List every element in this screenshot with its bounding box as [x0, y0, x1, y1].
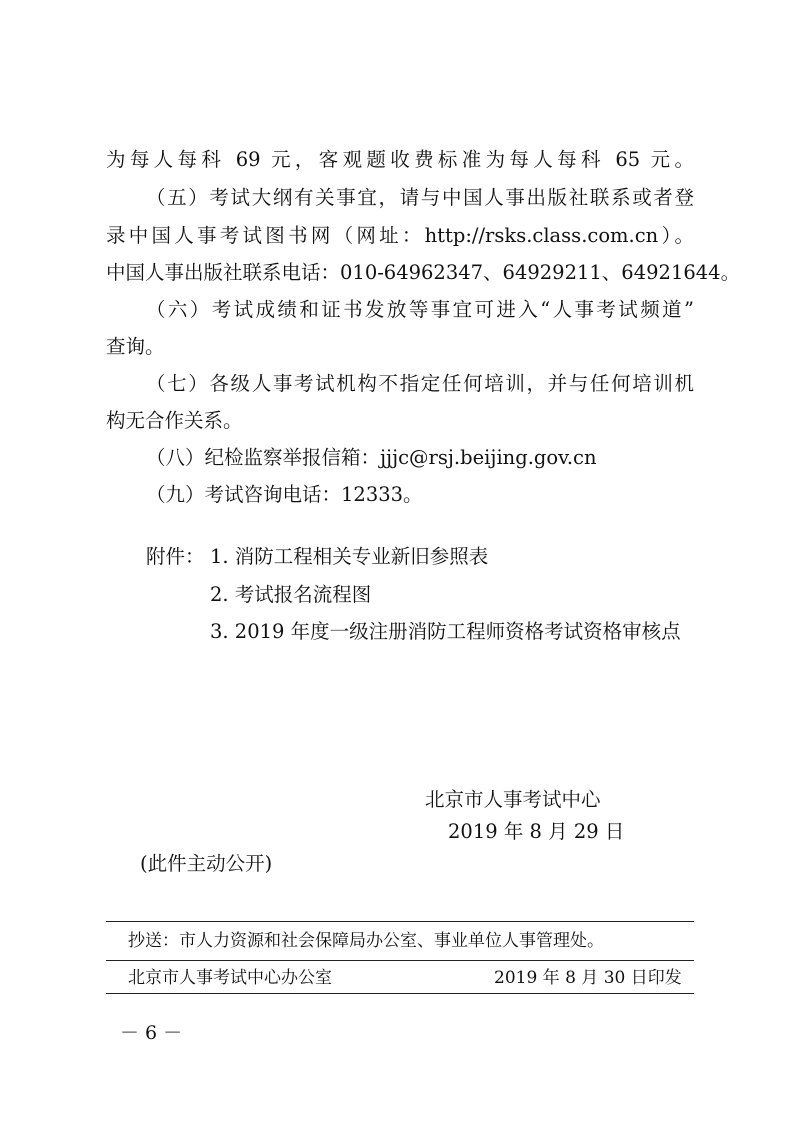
- footer-bottom-rule: [106, 993, 694, 994]
- cc-line: 抄送：市人力资源和社会保障局办公室、事业单位人事管理处。: [128, 931, 604, 951]
- body-line-4: 中国人事出版社联系电话：010-64962347、64929211、64921644。: [106, 261, 741, 284]
- body-line-5: （六）考试成绩和证书发放等事宜可进入“人事考试频道”: [146, 298, 694, 321]
- attachment-item-1: 1. 消防工程相关专业新旧参照表: [210, 545, 489, 568]
- body-line-10: （九）考试咨询电话：12333。: [146, 483, 423, 506]
- body-line-7: （七）各级人事考试机构不指定任何培训，并与任何培训机: [146, 372, 694, 395]
- attachments-label: 附件：: [146, 545, 205, 568]
- body-line-2: （五）考试大纲有关事宜，请与中国人事出版社联系或者登: [146, 186, 694, 209]
- issuer-name: 北京市人事考试中心: [425, 788, 601, 811]
- footer-top-rule: [106, 921, 694, 922]
- print-date: 2019 年 8 月 30 日印发: [494, 968, 682, 988]
- body-line-1: 为每人每科 69 元，客观题收费标准为每人每科 65 元。: [106, 148, 694, 171]
- attachment-item-3: 3. 2019 年度一级注册消防工程师资格考试资格审核点: [210, 620, 681, 643]
- body-line-6: 查询。: [106, 335, 165, 358]
- body-line-3: 录中国人事考试图书网（网址：http://rsks.class.com.cn）。: [106, 224, 694, 247]
- body-line-9: （八）纪检监察举报信箱：jjjc@rsj.beijing.gov.cn: [146, 446, 597, 469]
- issue-date: 2019 年 8 月 29 日: [448, 820, 625, 843]
- body-line-8: 构无合作关系。: [106, 409, 243, 432]
- attachment-item-2: 2. 考试报名流程图: [210, 583, 372, 606]
- disclosure-note: (此件主动公开): [140, 852, 273, 875]
- footer-middle-rule: [106, 960, 694, 961]
- page-number: －6－: [120, 1022, 189, 1044]
- issuing-office: 北京市人事考试中心办公室: [128, 968, 332, 988]
